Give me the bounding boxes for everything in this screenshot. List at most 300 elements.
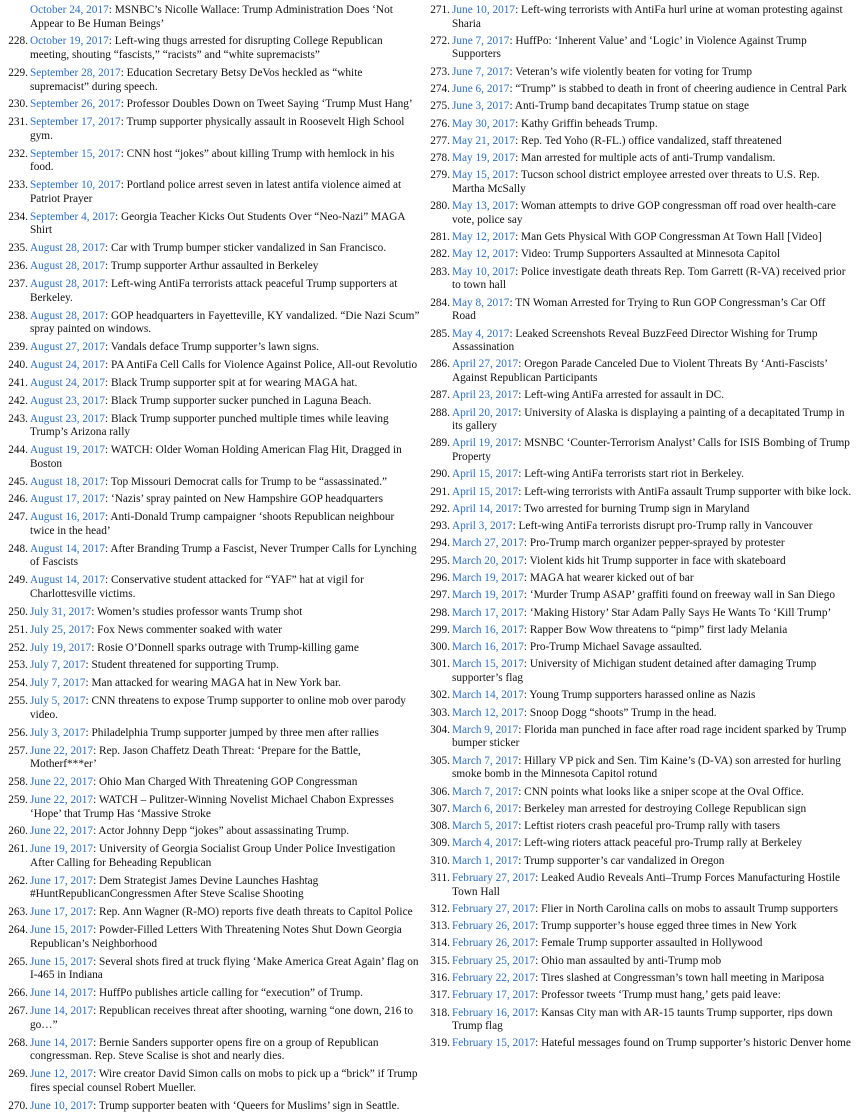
item-headline: Young Trump supporters harassed online as Nazis	[529, 689, 756, 702]
item-separator: :	[523, 706, 530, 719]
list-item	[4, 695, 420, 722]
list-item	[4, 677, 420, 691]
item-date-link[interactable]: April 23, 2017	[452, 389, 519, 402]
item-headline: Rep. Ann Wagner (R-MO) reports five death threats to Capitol Police	[99, 906, 413, 919]
item-headline: Violent kids hit Trump supporter in face with skateboard	[529, 554, 786, 567]
item-separator: :	[93, 744, 100, 757]
item-number: 292.	[430, 502, 450, 515]
item-separator: :	[105, 260, 111, 273]
item-headline: Florida man punched in face after road rage incident sparked by Trump bumper sticker	[452, 723, 847, 750]
list-item	[4, 4, 420, 31]
item-date-link[interactable]: May 15, 2017	[452, 169, 516, 182]
item-separator: :	[535, 971, 541, 984]
item-date-link[interactable]: August 14, 2017	[30, 542, 106, 555]
item-separator: :	[515, 265, 522, 278]
list-item	[426, 537, 852, 551]
item-separator: :	[120, 179, 127, 192]
list-item	[4, 727, 420, 741]
item-headline: CNN points what looks like a sniper scope at the Oval Office.	[524, 785, 804, 798]
item-headline: Hateful messages found on Trump supporter’s historic Denver home	[541, 1037, 851, 1050]
item-headline: Dem Strategist James Devine Launches Hashtag #HuntRepublicanCongressmen After Steve Scalise Shooting	[30, 874, 319, 901]
item-number: 307.	[430, 802, 450, 815]
list-item	[4, 413, 420, 440]
item-date-link[interactable]: May 30, 2017	[452, 117, 516, 130]
item-separator: :	[515, 152, 522, 165]
item-headline: University of Alaska is displaying a painting of a decapitated Trump in its gallery	[452, 406, 845, 433]
item-headline: Education Secretary Betsy DeVos heckled as “white supremacist” during speech.	[30, 66, 363, 93]
item-number: 310.	[430, 854, 450, 867]
item-headline: Professor tweets ‘Trump must hang,’ gets paid leave:	[541, 989, 781, 1002]
item-date-link[interactable]: June 15, 2017	[30, 924, 94, 937]
item-headline: Conservative student attacked for “YAF” hat at vigil for Charlottesville victims.	[30, 574, 364, 600]
list-item	[4, 574, 420, 601]
item-number: 281.	[430, 231, 450, 244]
item-date-link[interactable]: May 12, 2017	[452, 248, 516, 261]
item-headline: Several shots fired at truck flying ‘Make America Great Again’ flag on I-465 in Indiana	[30, 955, 419, 982]
item-number: 264.	[8, 924, 28, 937]
item-date-link[interactable]: August 28, 2017	[30, 278, 106, 291]
item-date-link[interactable]: March 5, 2017	[452, 820, 519, 833]
item-number: 304.	[430, 723, 450, 736]
item-date-link[interactable]: May 10, 2017	[452, 265, 516, 278]
item-number: 260.	[8, 825, 28, 838]
item-number: 315.	[430, 954, 450, 967]
item-number: 313.	[430, 920, 450, 933]
right-column	[426, 4, 852, 1055]
item-number: 228.	[8, 35, 28, 48]
item-number: 239.	[8, 341, 28, 354]
item-date-link[interactable]: May 4, 2017	[452, 327, 510, 340]
item-date-link[interactable]: October 24, 2017	[30, 4, 109, 16]
item-number: 298.	[430, 606, 450, 619]
item-date-link[interactable]: August 16, 2017	[30, 511, 106, 524]
list-item	[4, 493, 420, 507]
item-separator: :	[93, 1005, 100, 1018]
item-date-link[interactable]: August 23, 2017	[30, 394, 106, 407]
item-separator: :	[515, 231, 522, 244]
item-separator: :	[515, 200, 521, 213]
item-date-link[interactable]: July 31, 2017	[30, 605, 92, 618]
item-date-link[interactable]: March 6, 2017	[452, 802, 519, 815]
item-separator: :	[518, 406, 525, 419]
item-date-link[interactable]: May 8, 2017	[452, 296, 510, 309]
item-number: 303.	[430, 706, 450, 719]
item-date-link[interactable]: August 28, 2017	[30, 242, 106, 255]
item-headline: MSNBC’s Nicolle Wallace: Trump Administration Does ‘Not Appear to Be Human Beings’	[30, 4, 393, 30]
item-separator: :	[91, 641, 98, 654]
item-headline: Veteran’s wife violently beaten for voting for Trump	[515, 65, 753, 78]
item-number: 274.	[430, 83, 450, 96]
item-headline: Berkeley man arrested for destroying College Republican sign	[524, 802, 807, 815]
list-item	[4, 776, 420, 790]
item-separator: :	[523, 606, 530, 619]
item-separator: :	[85, 659, 92, 672]
item-headline: Pro-Trump Michael Savage assaulted.	[529, 641, 702, 654]
list-item	[4, 745, 420, 772]
item-separator: :	[93, 955, 100, 968]
item-headline: MSNBC ‘Counter-Terrorism Analyst’ Calls for ISIS Bombing of Trump Property	[452, 437, 850, 463]
item-number: 265.	[8, 955, 28, 968]
item-number: 263.	[8, 906, 28, 919]
item-separator: :	[120, 116, 127, 129]
item-date-link[interactable]: June 17, 2017	[30, 906, 94, 919]
list-item	[4, 1100, 420, 1114]
item-date-link[interactable]: March 9, 2017	[452, 723, 519, 736]
item-date-link[interactable]: July 3, 2017	[30, 726, 86, 739]
item-date-link[interactable]: August 14, 2017	[30, 574, 106, 587]
item-separator: :	[518, 437, 525, 450]
item-separator: :	[115, 210, 121, 223]
item-headline: WATCH – Pulitzer-Winning Novelist Michael Chabon Expresses ‘Hope’ that Trump Has ‘Massive Stroke	[30, 794, 394, 820]
list-item	[4, 924, 420, 951]
item-date-link[interactable]: July 7, 2017	[30, 659, 86, 672]
list-item	[4, 444, 420, 471]
list-item	[4, 278, 420, 305]
item-separator: :	[108, 4, 115, 16]
item-date-link[interactable]: June 17, 2017	[30, 874, 94, 887]
item-separator: :	[509, 65, 516, 78]
item-date-link[interactable]: February 25, 2017	[452, 954, 536, 967]
item-date-link[interactable]: June 22, 2017	[30, 825, 94, 838]
item-headline: After Branding Trump a Fascist, Never Trumper Calls for Lynching of Fascists	[30, 542, 417, 569]
item-number: 319.	[430, 1037, 450, 1050]
item-date-link[interactable]: March 16, 2017	[452, 623, 524, 636]
item-headline: MAGA hat wearer kicked out of bar	[529, 571, 694, 584]
item-date-link[interactable]: June 19, 2017	[30, 843, 94, 856]
item-number: 316.	[430, 971, 450, 984]
item-separator: :	[509, 327, 516, 340]
list-item	[4, 242, 420, 256]
item-headline: University of Michigan student detained after damaging Trump supporter’s flag	[452, 658, 817, 684]
item-separator: :	[108, 35, 115, 48]
item-date-link[interactable]: April 27, 2017	[452, 358, 519, 371]
list-item	[426, 624, 852, 638]
list-item	[4, 148, 420, 175]
item-separator: :	[93, 874, 100, 887]
item-date-link[interactable]: September 4, 2017	[30, 210, 116, 223]
list-item	[426, 903, 852, 917]
item-separator: :	[105, 475, 111, 488]
item-number: 246.	[8, 493, 28, 506]
list-item	[426, 407, 852, 434]
item-number: 278.	[430, 152, 450, 165]
item-headline: Tucson school district employee arrested over threats to U.S. Rep. Martha McSally	[452, 169, 820, 196]
item-date-link[interactable]: April 15, 2017	[452, 468, 519, 481]
item-date-link[interactable]: May 21, 2017	[452, 134, 516, 147]
item-date-link[interactable]: March 7, 2017	[452, 754, 519, 767]
item-date-link[interactable]: June 7, 2017	[452, 65, 510, 78]
item-number: 280.	[430, 200, 450, 213]
item-date-link[interactable]: June 14, 2017	[30, 987, 94, 1000]
item-date-link[interactable]: September 26, 2017	[30, 98, 121, 111]
item-date-link[interactable]: June 7, 2017	[452, 34, 510, 47]
item-number: 231.	[8, 116, 28, 129]
item-number: 248.	[8, 542, 28, 555]
item-number: 273.	[430, 65, 450, 78]
item-date-link[interactable]: August 17, 2017	[30, 493, 106, 506]
item-number: 314.	[430, 937, 450, 950]
list-item	[4, 359, 420, 373]
item-headline: Rosie O’Donnell sparks outrage with Trump-killing game	[97, 641, 359, 654]
item-date-link[interactable]: August 24, 2017	[30, 376, 106, 389]
item-separator: :	[105, 358, 111, 371]
item-number: 297.	[430, 589, 450, 602]
item-headline: Trump supporter’s car vandalized in Oregon	[523, 854, 725, 867]
item-date-link[interactable]: June 14, 2017	[30, 1005, 94, 1018]
list-item	[4, 659, 420, 673]
item-date-link[interactable]: October 19, 2017	[30, 35, 109, 48]
item-date-link[interactable]: February 22, 2017	[452, 971, 536, 984]
item-headline: Anti-Trump band decapitates Trump statue on stage	[514, 100, 750, 113]
item-date-link[interactable]: September 15, 2017	[30, 147, 121, 160]
item-date-link[interactable]: March 19, 2017	[452, 589, 524, 602]
item-date-link[interactable]: March 19, 2017	[452, 571, 524, 584]
item-number: 299.	[430, 623, 450, 636]
item-date-link[interactable]: July 7, 2017	[30, 677, 86, 690]
item-number: 282.	[430, 248, 450, 261]
item-number: 240.	[8, 358, 28, 371]
item-headline: Trump supporter Arthur assaulted in Berkeley	[110, 260, 319, 273]
item-number: 251.	[8, 623, 28, 636]
list-item	[4, 211, 420, 238]
item-date-link[interactable]: June 10, 2017	[452, 4, 516, 16]
item-headline: Rapper Bow Wow threatens to “pimp” first lady Melania	[529, 623, 788, 636]
item-date-link[interactable]: April 19, 2017	[452, 437, 519, 450]
list-item	[426, 100, 852, 114]
item-headline: Left-wing terrorists with AntiFa assault Trump supporter with bike lock.	[524, 485, 852, 498]
item-date-link[interactable]: March 7, 2017	[452, 785, 519, 798]
item-separator: :	[93, 987, 100, 1000]
item-date-link[interactable]: February 15, 2017	[452, 1037, 536, 1050]
item-date-link[interactable]: February 26, 2017	[452, 937, 536, 950]
item-date-link[interactable]: September 28, 2017	[30, 66, 121, 79]
item-date-link[interactable]: March 1, 2017	[452, 854, 519, 867]
list-item	[426, 118, 852, 132]
item-separator: :	[91, 623, 98, 636]
list-item	[4, 843, 420, 870]
item-date-link[interactable]: July 19, 2017	[30, 641, 92, 654]
item-number: 230.	[8, 98, 28, 111]
list-item	[4, 543, 420, 570]
item-headline: Ohio man assaulted by anti-Trump mob	[541, 954, 722, 967]
item-date-link[interactable]: August 28, 2017	[30, 260, 106, 273]
item-separator: :	[518, 785, 525, 798]
item-number: 241.	[8, 376, 28, 389]
item-separator: :	[518, 854, 524, 867]
item-number: 285.	[430, 327, 450, 340]
item-headline: “Trump” is stabbed to death in front of cheering audience in Central Park	[515, 83, 847, 96]
item-number: 269.	[8, 1068, 28, 1081]
item-headline: Actor Johnny Depp “jokes” about assassinating Trump.	[98, 825, 350, 838]
item-date-link[interactable]: March 15, 2017	[452, 658, 524, 671]
item-number: 272.	[430, 34, 450, 47]
item-date-link[interactable]: September 10, 2017	[30, 179, 121, 192]
list-item	[426, 837, 852, 851]
item-number: 233.	[8, 179, 28, 192]
item-date-link[interactable]: April 3, 2017	[452, 520, 513, 533]
item-headline: Pro-Trump march organizer pepper-sprayed by protester	[529, 537, 785, 550]
item-number: 270.	[8, 1099, 28, 1112]
list-item	[4, 179, 420, 206]
item-separator: :	[515, 248, 521, 261]
item-separator: :	[518, 468, 525, 481]
list-item	[426, 607, 852, 621]
item-separator: :	[523, 554, 530, 567]
item-date-link[interactable]: May 13, 2017	[452, 200, 516, 213]
item-separator: :	[523, 589, 530, 602]
item-date-link[interactable]: July 5, 2017	[30, 695, 86, 708]
item-number: 293.	[430, 520, 450, 533]
list-item	[426, 641, 852, 655]
item-date-link[interactable]: March 27, 2017	[452, 537, 524, 550]
item-separator: :	[105, 309, 111, 322]
list-item	[426, 468, 852, 482]
list-item	[426, 872, 852, 899]
item-date-link[interactable]: July 25, 2017	[30, 623, 92, 636]
item-headline: Black Trump supporter punched multiple times while leaving Trump’s Arizona rally	[30, 412, 389, 439]
item-date-link[interactable]: February 27, 2017	[452, 871, 536, 884]
item-separator: :	[105, 412, 111, 425]
list-item	[4, 377, 420, 391]
item-date-link[interactable]: June 10, 2017	[30, 1099, 94, 1112]
item-number: 286.	[430, 358, 450, 371]
item-separator: :	[93, 1036, 100, 1049]
item-separator: :	[93, 794, 99, 806]
item-headline: Leaked Screenshots Reveal BuzzFeed Director Wishing for Trump Assassination	[452, 327, 818, 354]
list-item	[4, 624, 420, 638]
list-item	[426, 724, 852, 751]
item-number: 289.	[430, 437, 450, 450]
item-number: 234.	[8, 210, 28, 223]
item-headline: Fox News commenter soaked with water	[97, 623, 282, 636]
item-number: 275.	[430, 100, 450, 113]
item-headline: Black Trump supporter spit at for wearing MAGA hat.	[110, 376, 358, 389]
item-separator: :	[523, 658, 530, 671]
item-separator: :	[105, 376, 111, 389]
item-separator: :	[93, 906, 100, 919]
item-date-link[interactable]: August 18, 2017	[30, 475, 106, 488]
item-date-link[interactable]: June 12, 2017	[30, 1068, 94, 1081]
item-separator: :	[535, 1037, 542, 1050]
list-item	[426, 989, 852, 1003]
item-separator: :	[512, 520, 519, 533]
list-item	[426, 589, 852, 603]
list-item	[426, 1037, 852, 1051]
item-headline: Professor Doubles Down on Tweet Saying ‘Trump Must Hang’	[126, 98, 413, 111]
list-item	[426, 135, 852, 149]
item-separator: :	[105, 493, 111, 506]
list-item	[4, 310, 420, 337]
item-date-link[interactable]: June 22, 2017	[30, 744, 94, 757]
item-date-link[interactable]: April 15, 2017	[452, 485, 519, 498]
item-date-link[interactable]: August 24, 2017	[30, 358, 106, 371]
item-date-link[interactable]: February 26, 2017	[452, 920, 536, 933]
item-date-link[interactable]: August 28, 2017	[30, 309, 106, 322]
item-date-link[interactable]: June 6, 2017	[452, 83, 510, 96]
item-separator: :	[535, 989, 542, 1002]
item-number: 317.	[430, 989, 450, 1002]
item-number: 306.	[430, 785, 450, 798]
item-headline: Oregon Parade Canceled Due to Violent Threats By ‘Anti-Fascists’ Against Republican Participants	[452, 358, 828, 384]
list-item	[426, 200, 852, 227]
item-date-link[interactable]: March 12, 2017	[452, 706, 524, 719]
item-headline: Left-wing rioters attack peaceful pro-Trump rally at Berkeley	[524, 837, 802, 850]
list-item	[4, 116, 420, 143]
list-item	[426, 35, 852, 62]
item-date-link[interactable]: June 14, 2017	[30, 1036, 94, 1049]
item-date-link[interactable]: September 17, 2017	[30, 116, 121, 129]
item-headline: University of Georgia Socialist Group Under Police Investigation After Calling for Beheading Republican	[30, 843, 396, 869]
item-number: 252.	[8, 641, 28, 654]
item-headline: Snoop Dogg “shoots” Trump in the head.	[529, 706, 717, 719]
item-headline: Leaked Audio Reveals Anti–Trump Forces Manufacturing Hostile Town Hall	[452, 871, 841, 898]
list-item	[426, 328, 852, 355]
item-date-link[interactable]: June 3, 2017	[452, 100, 510, 113]
item-separator: :	[85, 726, 92, 739]
item-separator: :	[518, 837, 525, 850]
item-headline: Rep. Jason Chaffetz Death Threat: ‘Prepare for the Battle, Motherf***er’	[30, 744, 361, 771]
item-date-link[interactable]: August 19, 2017	[30, 444, 106, 457]
item-date-link[interactable]: April 20, 2017	[452, 406, 519, 419]
item-number: 242.	[8, 394, 28, 407]
item-separator: :	[518, 358, 525, 371]
item-separator: :	[105, 242, 111, 255]
item-separator: :	[105, 542, 111, 555]
list-item	[4, 1005, 420, 1032]
item-date-link[interactable]: August 27, 2017	[30, 341, 106, 354]
item-date-link[interactable]: June 22, 2017	[30, 776, 94, 789]
item-date-link[interactable]: March 20, 2017	[452, 554, 524, 567]
item-number: 301.	[430, 658, 450, 671]
item-separator: :	[120, 147, 127, 160]
item-number: 283.	[430, 265, 450, 278]
item-number: 255.	[8, 695, 28, 708]
item-date-link[interactable]: March 4, 2017	[452, 837, 519, 850]
item-date-link[interactable]: March 17, 2017	[452, 606, 524, 619]
list-item	[426, 248, 852, 262]
item-headline: Vandals deface Trump supporter’s lawn signs.	[110, 341, 319, 354]
item-separator: :	[509, 100, 515, 113]
list-item	[426, 520, 852, 534]
item-headline: Ohio Man Charged With Threatening GOP Congressman	[99, 776, 358, 789]
item-date-link[interactable]: June 15, 2017	[30, 955, 94, 968]
item-date-link[interactable]: May 12, 2017	[452, 231, 516, 244]
item-date-link[interactable]: February 17, 2017	[452, 989, 536, 1002]
item-number: 229.	[8, 66, 28, 79]
item-date-link[interactable]: April 14, 2017	[452, 502, 519, 515]
list-item	[4, 1037, 420, 1064]
item-separator: :	[535, 954, 542, 967]
item-separator: :	[120, 66, 127, 79]
item-date-link[interactable]: August 23, 2017	[30, 412, 106, 425]
item-date-link[interactable]: May 19, 2017	[452, 152, 516, 165]
item-separator: :	[518, 502, 524, 515]
item-date-link[interactable]: June 22, 2017	[30, 794, 94, 806]
item-separator: :	[85, 695, 92, 708]
item-separator: :	[105, 341, 111, 354]
item-headline: Video: Trump Supporters Assaulted at Minnesota Capitol	[520, 248, 780, 261]
item-separator: :	[535, 920, 541, 933]
item-headline: GOP headquarters in Fayetteville, KY vandalized. “Die Nazi Scum” spray painted on windows.	[30, 309, 420, 336]
item-date-link[interactable]: February 27, 2017	[452, 902, 536, 915]
item-date-link[interactable]: February 16, 2017	[452, 1006, 536, 1019]
list-item	[4, 987, 420, 1001]
item-date-link[interactable]: March 14, 2017	[452, 689, 524, 702]
item-headline: Bernie Sanders supporter opens fire on a group of Republican congressman. Rep. Steve Scalise is shot and nearly dies.	[30, 1036, 379, 1063]
item-number: 290.	[430, 468, 450, 481]
item-separator: :	[523, 623, 530, 636]
item-date-link[interactable]: March 16, 2017	[452, 641, 524, 654]
